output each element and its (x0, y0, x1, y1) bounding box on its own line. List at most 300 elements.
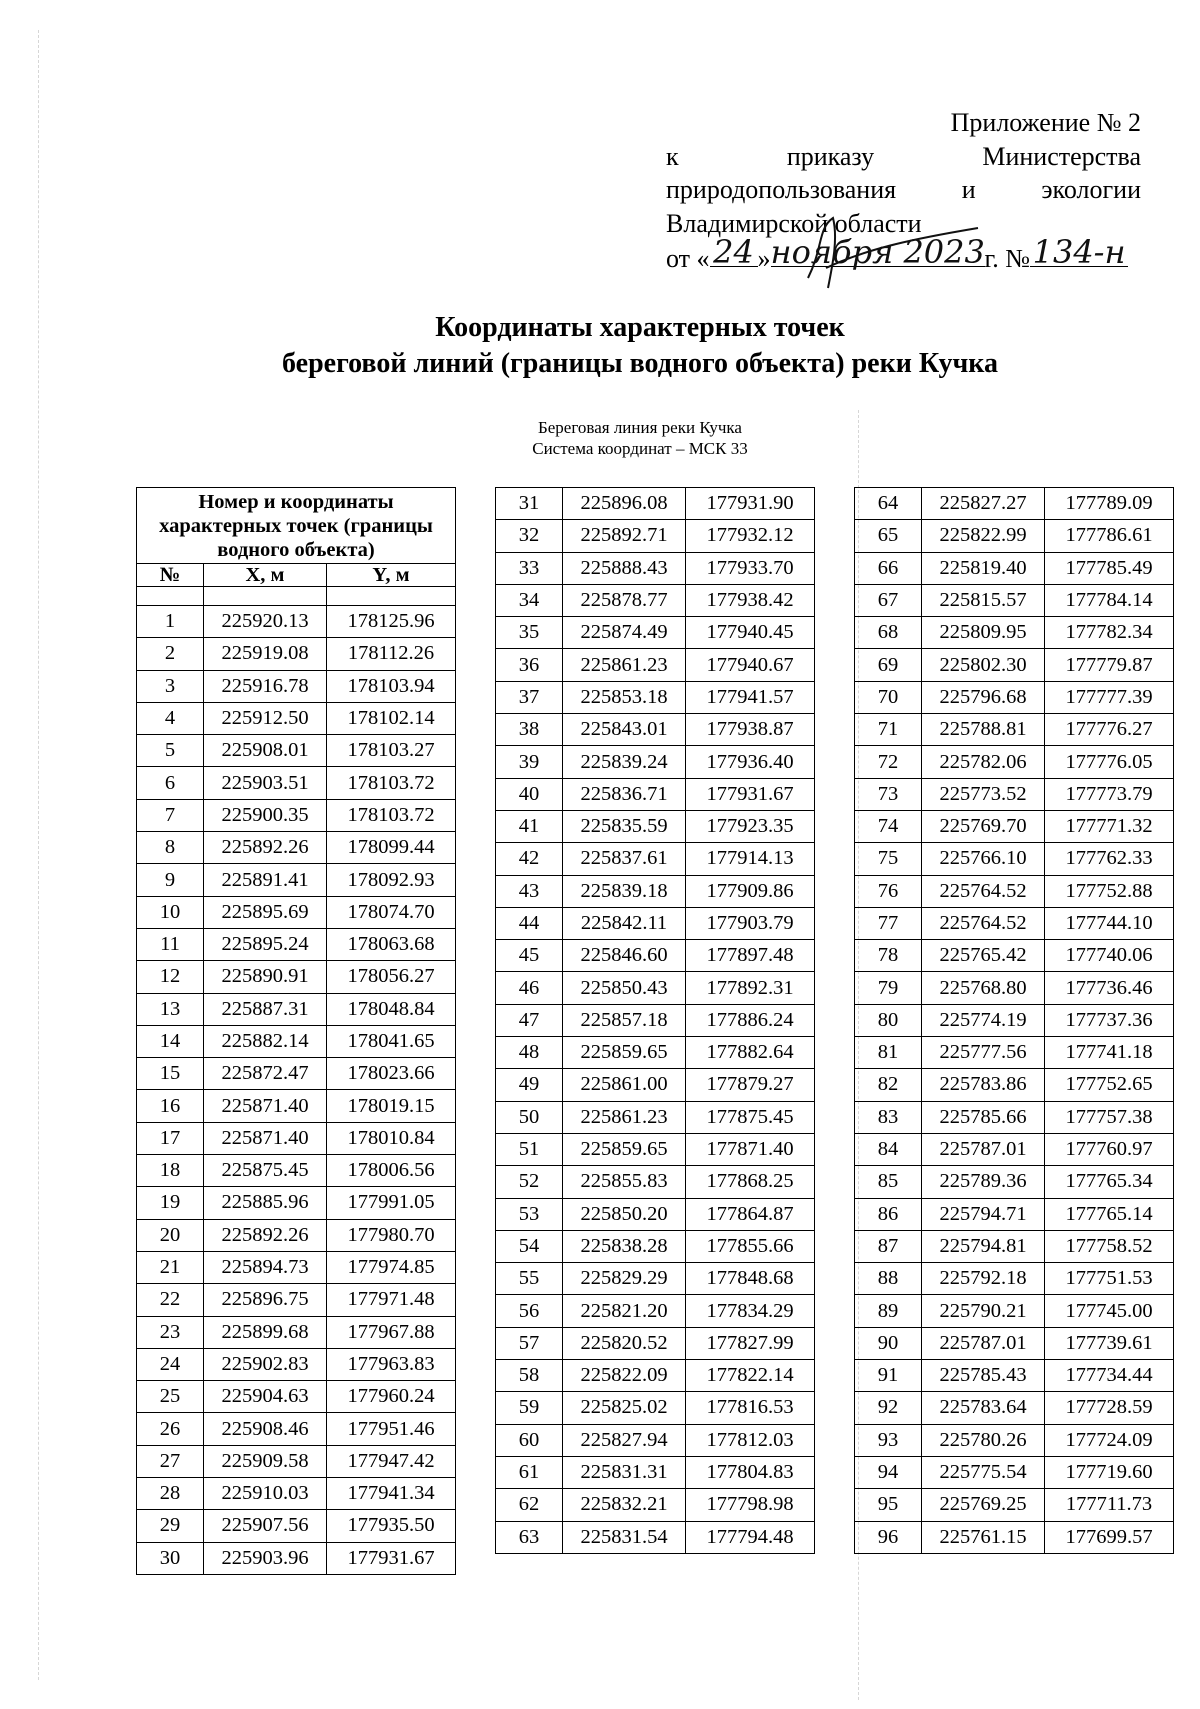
spacer-cell (204, 587, 327, 606)
y-coordinate-cell: 178103.94 (327, 670, 456, 702)
y-coordinate-cell: 177751.53 (1045, 1263, 1174, 1295)
y-coordinate-cell: 177711.73 (1045, 1489, 1174, 1521)
y-coordinate-cell: 177834.29 (686, 1295, 815, 1327)
table-row (137, 1510, 456, 1542)
point-number-cell: 35 (496, 617, 563, 649)
table-row (137, 767, 456, 799)
x-coordinate-cell: 225802.30 (922, 649, 1045, 681)
y-coordinate-cell: 178019.15 (327, 1090, 456, 1122)
subtitle-line-1: Береговая линия реки Кучка (538, 418, 742, 437)
x-coordinate-cell: 225871.40 (204, 1122, 327, 1154)
point-number-cell: 7 (137, 799, 204, 831)
point-number-cell: 92 (855, 1392, 922, 1424)
date-year-suffix: г. № (984, 244, 1031, 273)
table-row (855, 714, 1174, 746)
x-coordinate-cell: 225890.91 (204, 961, 327, 993)
y-coordinate-cell: 177741.18 (1045, 1037, 1174, 1069)
table-row (855, 843, 1174, 875)
table-row (137, 993, 456, 1025)
point-number-cell: 79 (855, 972, 922, 1004)
table-row (496, 649, 815, 681)
table-row (855, 1166, 1174, 1198)
table-row (137, 1187, 456, 1219)
y-coordinate-cell: 177789.09 (1045, 488, 1174, 520)
y-coordinate-cell: 177931.67 (686, 778, 815, 810)
coordinates-table-2 (495, 487, 815, 1554)
table-row (855, 810, 1174, 842)
table-row (496, 520, 815, 552)
table-row (855, 1392, 1174, 1424)
point-number-cell: 12 (137, 961, 204, 993)
date-day-field (710, 233, 758, 271)
point-number-cell: 15 (137, 1058, 204, 1090)
y-coordinate-cell: 177909.86 (686, 875, 815, 907)
table-row (496, 778, 815, 810)
table-row (137, 1348, 456, 1380)
y-coordinate-cell: 177816.53 (686, 1392, 815, 1424)
y-coordinate-cell: 178056.27 (327, 961, 456, 993)
table-row (137, 1542, 456, 1574)
point-number-cell: 25 (137, 1381, 204, 1413)
point-number-cell: 77 (855, 907, 922, 939)
x-coordinate-cell: 225909.58 (204, 1445, 327, 1477)
point-number-cell: 68 (855, 617, 922, 649)
point-number-cell: 62 (496, 1489, 563, 1521)
y-coordinate-cell: 177936.40 (686, 746, 815, 778)
x-coordinate-cell: 225789.36 (922, 1166, 1045, 1198)
y-coordinate-cell: 177804.83 (686, 1456, 815, 1488)
y-coordinate-cell: 177892.31 (686, 972, 815, 1004)
point-number-cell: 50 (496, 1101, 563, 1133)
annex-word: приказу (786, 141, 875, 171)
point-number-cell: 21 (137, 1251, 204, 1283)
y-coordinate-cell: 177923.35 (686, 810, 815, 842)
table-row (496, 1037, 815, 1069)
point-number-cell: 81 (855, 1037, 922, 1069)
point-number-cell: 65 (855, 520, 922, 552)
x-coordinate-cell: 225904.63 (204, 1381, 327, 1413)
table-row (137, 735, 456, 767)
table-row (855, 746, 1174, 778)
x-coordinate-cell: 225768.80 (922, 972, 1045, 1004)
point-number-cell: 70 (855, 681, 922, 713)
point-number-cell: 83 (855, 1101, 922, 1133)
table-row (137, 1284, 456, 1316)
document-title (0, 310, 1200, 382)
y-coordinate-cell: 177827.99 (686, 1327, 815, 1359)
y-coordinate-cell: 177951.46 (327, 1413, 456, 1445)
x-coordinate-cell: 225773.52 (922, 778, 1045, 810)
table-row (137, 1058, 456, 1090)
point-number-cell: 93 (855, 1424, 922, 1456)
x-coordinate-cell: 225882.14 (204, 1025, 327, 1057)
table-row (137, 606, 456, 638)
point-number-cell: 88 (855, 1263, 922, 1295)
point-number-cell: 96 (855, 1521, 922, 1553)
y-coordinate-cell: 177879.27 (686, 1069, 815, 1101)
point-number-cell: 58 (496, 1360, 563, 1392)
y-coordinate-cell: 177740.06 (1045, 940, 1174, 972)
y-coordinate-cell: 177776.05 (1045, 746, 1174, 778)
handwritten-order-number: 134-н (1032, 233, 1126, 271)
point-number-cell: 36 (496, 649, 563, 681)
title-line-1: Координаты характерных точек (435, 312, 845, 343)
y-coordinate-cell: 177785.49 (1045, 552, 1174, 584)
x-coordinate-cell: 225785.43 (922, 1360, 1045, 1392)
table-row (855, 1198, 1174, 1230)
table-row (496, 972, 815, 1004)
point-number-cell: 59 (496, 1392, 563, 1424)
table-row (496, 617, 815, 649)
point-number-cell: 71 (855, 714, 922, 746)
x-coordinate-cell: 225796.68 (922, 681, 1045, 713)
table-row (496, 1198, 815, 1230)
x-coordinate-cell: 225916.78 (204, 670, 327, 702)
point-number-cell: 23 (137, 1316, 204, 1348)
table-row (855, 1456, 1174, 1488)
y-coordinate-cell: 177971.48 (327, 1284, 456, 1316)
annex-line-order (666, 140, 1141, 174)
table-row (855, 1424, 1174, 1456)
x-coordinate-cell: 225829.29 (563, 1263, 686, 1295)
point-number-cell: 34 (496, 584, 563, 616)
point-number-cell: 42 (496, 843, 563, 875)
x-coordinate-cell: 225819.40 (922, 552, 1045, 584)
table-row (137, 638, 456, 670)
y-coordinate-cell: 177812.03 (686, 1424, 815, 1456)
x-coordinate-cell: 225887.31 (204, 993, 327, 1025)
y-coordinate-cell: 178048.84 (327, 993, 456, 1025)
x-coordinate-cell: 225839.18 (563, 875, 686, 907)
x-coordinate-cell: 225878.77 (563, 584, 686, 616)
y-coordinate-cell: 178099.44 (327, 832, 456, 864)
point-number-cell: 89 (855, 1295, 922, 1327)
x-coordinate-cell: 225765.42 (922, 940, 1045, 972)
table-row (137, 1025, 456, 1057)
point-number-cell: 54 (496, 1230, 563, 1262)
annex-line-ministry (666, 173, 1141, 207)
table-row (855, 875, 1174, 907)
table-row (855, 972, 1174, 1004)
x-coordinate-cell: 225821.20 (563, 1295, 686, 1327)
table-row (855, 1295, 1174, 1327)
y-coordinate-cell: 177868.25 (686, 1166, 815, 1198)
table-row (496, 907, 815, 939)
point-number-cell: 86 (855, 1198, 922, 1230)
x-coordinate-cell: 225782.06 (922, 746, 1045, 778)
x-coordinate-cell: 225896.08 (563, 488, 686, 520)
document-subtitle (0, 417, 1200, 459)
point-number-cell: 87 (855, 1230, 922, 1262)
table-row (496, 1004, 815, 1036)
y-coordinate-cell: 177882.64 (686, 1037, 815, 1069)
x-coordinate-cell: 225912.50 (204, 702, 327, 734)
point-number-cell: 63 (496, 1521, 563, 1553)
x-coordinate-cell: 225892.26 (204, 832, 327, 864)
point-number-cell: 13 (137, 993, 204, 1025)
x-coordinate-cell: 225792.18 (922, 1263, 1045, 1295)
annex-word: экологии (1041, 175, 1141, 204)
point-number-cell: 94 (855, 1456, 922, 1488)
table-row (855, 1037, 1174, 1069)
spacer-cell (327, 587, 456, 606)
column-header-number: № (137, 564, 204, 587)
y-coordinate-cell: 177745.00 (1045, 1295, 1174, 1327)
point-number-cell: 91 (855, 1360, 922, 1392)
x-coordinate-cell: 225769.25 (922, 1489, 1045, 1521)
x-coordinate-cell: 225794.71 (922, 1198, 1045, 1230)
table-row (496, 488, 815, 520)
x-coordinate-cell: 225850.43 (563, 972, 686, 1004)
table-row (496, 1521, 815, 1553)
y-coordinate-cell: 178102.14 (327, 702, 456, 734)
table-row (496, 875, 815, 907)
x-coordinate-cell: 225822.09 (563, 1360, 686, 1392)
x-coordinate-cell: 225783.64 (922, 1392, 1045, 1424)
point-number-cell: 74 (855, 810, 922, 842)
point-number-cell: 30 (137, 1542, 204, 1574)
x-coordinate-cell: 225874.49 (563, 617, 686, 649)
table-row (496, 1327, 815, 1359)
table-row (855, 617, 1174, 649)
point-number-cell: 45 (496, 940, 563, 972)
point-number-cell: 11 (137, 928, 204, 960)
x-coordinate-cell: 225764.52 (922, 875, 1045, 907)
table-row (496, 1101, 815, 1133)
y-coordinate-cell: 177776.27 (1045, 714, 1174, 746)
table-row (137, 1090, 456, 1122)
point-number-cell: 19 (137, 1187, 204, 1219)
x-coordinate-cell: 225872.47 (204, 1058, 327, 1090)
point-number-cell: 41 (496, 810, 563, 842)
y-coordinate-cell: 177758.52 (1045, 1230, 1174, 1262)
table-row (137, 832, 456, 864)
table-row (137, 1478, 456, 1510)
point-number-cell: 20 (137, 1219, 204, 1251)
y-coordinate-cell: 177798.98 (686, 1489, 815, 1521)
table-row (137, 1316, 456, 1348)
table-row (496, 1360, 815, 1392)
point-number-cell: 10 (137, 896, 204, 928)
table-row (137, 896, 456, 928)
y-coordinate-cell: 178103.72 (327, 799, 456, 831)
y-coordinate-cell: 177960.24 (327, 1381, 456, 1413)
point-number-cell: 84 (855, 1133, 922, 1165)
y-coordinate-cell: 177771.32 (1045, 810, 1174, 842)
x-coordinate-cell: 225857.18 (563, 1004, 686, 1036)
table-row (137, 1251, 456, 1283)
x-coordinate-cell: 225769.70 (922, 810, 1045, 842)
table-row (496, 746, 815, 778)
y-coordinate-cell: 177752.65 (1045, 1069, 1174, 1101)
y-coordinate-cell: 177980.70 (327, 1219, 456, 1251)
table-row (137, 928, 456, 960)
table-row (496, 1230, 815, 1262)
x-coordinate-cell: 225892.71 (563, 520, 686, 552)
x-coordinate-cell: 225896.75 (204, 1284, 327, 1316)
x-coordinate-cell: 225891.41 (204, 864, 327, 896)
y-coordinate-cell: 177773.79 (1045, 778, 1174, 810)
table-row (855, 778, 1174, 810)
y-coordinate-cell: 177940.67 (686, 649, 815, 681)
coordinates-table-3 (854, 487, 1174, 1554)
point-number-cell: 72 (855, 746, 922, 778)
x-coordinate-cell: 225871.40 (204, 1090, 327, 1122)
point-number-cell: 69 (855, 649, 922, 681)
point-number-cell: 8 (137, 832, 204, 864)
point-number-cell: 56 (496, 1295, 563, 1327)
y-coordinate-cell: 177967.88 (327, 1316, 456, 1348)
x-coordinate-cell: 225920.13 (204, 606, 327, 638)
point-number-cell: 1 (137, 606, 204, 638)
x-coordinate-cell: 225861.23 (563, 1101, 686, 1133)
table-row (855, 1004, 1174, 1036)
y-coordinate-cell: 177897.48 (686, 940, 815, 972)
point-number-cell: 3 (137, 670, 204, 702)
x-coordinate-cell: 225836.71 (563, 778, 686, 810)
table-row (855, 1360, 1174, 1392)
point-number-cell: 90 (855, 1327, 922, 1359)
table-row (496, 552, 815, 584)
table-row (855, 649, 1174, 681)
y-coordinate-cell: 178063.68 (327, 928, 456, 960)
x-coordinate-cell: 225831.54 (563, 1521, 686, 1553)
point-number-cell: 51 (496, 1133, 563, 1165)
x-coordinate-cell: 225766.10 (922, 843, 1045, 875)
y-coordinate-cell: 177933.70 (686, 552, 815, 584)
y-coordinate-cell: 177765.34 (1045, 1166, 1174, 1198)
point-number-cell: 66 (855, 552, 922, 584)
order-number-field (1030, 233, 1128, 271)
scan-edge-line (38, 30, 39, 1680)
signature-mark (778, 208, 998, 298)
x-coordinate-cell: 225827.94 (563, 1424, 686, 1456)
point-number-cell: 32 (496, 520, 563, 552)
point-number-cell: 82 (855, 1069, 922, 1101)
x-coordinate-cell: 225827.27 (922, 488, 1045, 520)
table-row (496, 843, 815, 875)
x-coordinate-cell: 225825.02 (563, 1392, 686, 1424)
table-row (855, 940, 1174, 972)
table-row (496, 1424, 815, 1456)
point-number-cell: 40 (496, 778, 563, 810)
table-row (137, 1381, 456, 1413)
point-number-cell: 55 (496, 1263, 563, 1295)
y-coordinate-cell: 178010.84 (327, 1122, 456, 1154)
point-number-cell: 80 (855, 1004, 922, 1036)
x-coordinate-cell: 225839.24 (563, 746, 686, 778)
y-coordinate-cell: 177886.24 (686, 1004, 815, 1036)
column-header-y: Y, м (327, 564, 456, 587)
point-number-cell: 43 (496, 875, 563, 907)
y-coordinate-cell: 177752.88 (1045, 875, 1174, 907)
date-quote: » (757, 244, 771, 273)
y-coordinate-cell: 178074.70 (327, 896, 456, 928)
point-number-cell: 53 (496, 1198, 563, 1230)
table-row (496, 1392, 815, 1424)
point-number-cell: 29 (137, 1510, 204, 1542)
x-coordinate-cell: 225787.01 (922, 1327, 1045, 1359)
table-row (496, 714, 815, 746)
point-number-cell: 95 (855, 1489, 922, 1521)
table-row (137, 864, 456, 896)
y-coordinate-cell: 178125.96 (327, 606, 456, 638)
y-coordinate-cell: 177903.79 (686, 907, 815, 939)
point-number-cell: 48 (496, 1037, 563, 1069)
x-coordinate-cell: 225785.66 (922, 1101, 1045, 1133)
x-coordinate-cell: 225892.26 (204, 1219, 327, 1251)
x-coordinate-cell: 225850.20 (563, 1198, 686, 1230)
y-coordinate-cell: 178112.26 (327, 638, 456, 670)
y-coordinate-cell: 177864.87 (686, 1198, 815, 1230)
x-coordinate-cell: 225783.86 (922, 1069, 1045, 1101)
x-coordinate-cell: 225777.56 (922, 1037, 1045, 1069)
x-coordinate-cell: 225895.24 (204, 928, 327, 960)
y-coordinate-cell: 178103.27 (327, 735, 456, 767)
x-coordinate-cell: 225919.08 (204, 638, 327, 670)
point-number-cell: 37 (496, 681, 563, 713)
table-row (137, 1219, 456, 1251)
point-number-cell: 75 (855, 843, 922, 875)
x-coordinate-cell: 225910.03 (204, 1478, 327, 1510)
x-coordinate-cell: 225794.81 (922, 1230, 1045, 1262)
x-coordinate-cell: 225842.11 (563, 907, 686, 939)
point-number-cell: 38 (496, 714, 563, 746)
y-coordinate-cell: 177974.85 (327, 1251, 456, 1283)
table-row (855, 552, 1174, 584)
x-coordinate-cell: 225846.60 (563, 940, 686, 972)
y-coordinate-cell: 177935.50 (327, 1510, 456, 1542)
table-row (496, 584, 815, 616)
x-coordinate-cell: 225832.21 (563, 1489, 686, 1521)
annex-word: Министерства (982, 141, 1142, 171)
x-coordinate-cell: 225837.61 (563, 843, 686, 875)
x-coordinate-cell: 225809.95 (922, 617, 1045, 649)
table-row (496, 1295, 815, 1327)
y-coordinate-cell: 177760.97 (1045, 1133, 1174, 1165)
annex-word: к (666, 141, 679, 171)
x-coordinate-cell: 225780.26 (922, 1424, 1045, 1456)
x-coordinate-cell: 225764.52 (922, 907, 1045, 939)
date-prefix: от « (666, 244, 710, 273)
y-coordinate-cell: 177734.44 (1045, 1360, 1174, 1392)
y-coordinate-cell: 177786.61 (1045, 520, 1174, 552)
y-coordinate-cell: 177777.39 (1045, 681, 1174, 713)
y-coordinate-cell: 177699.57 (1045, 1521, 1174, 1553)
point-number-cell: 22 (137, 1284, 204, 1316)
table-row (496, 1489, 815, 1521)
y-coordinate-cell: 177737.36 (1045, 1004, 1174, 1036)
y-coordinate-cell: 177855.66 (686, 1230, 815, 1262)
x-coordinate-cell: 225907.56 (204, 1510, 327, 1542)
x-coordinate-cell: 225859.65 (563, 1037, 686, 1069)
table-row (137, 1155, 456, 1187)
x-coordinate-cell: 225831.31 (563, 1456, 686, 1488)
y-coordinate-cell: 178023.66 (327, 1058, 456, 1090)
x-coordinate-cell: 225787.01 (922, 1133, 1045, 1165)
x-coordinate-cell: 225761.15 (922, 1521, 1045, 1553)
x-coordinate-cell: 225855.83 (563, 1166, 686, 1198)
x-coordinate-cell: 225903.96 (204, 1542, 327, 1574)
point-number-cell: 73 (855, 778, 922, 810)
table-row (496, 681, 815, 713)
y-coordinate-cell: 177794.48 (686, 1521, 815, 1553)
y-coordinate-cell: 177744.10 (1045, 907, 1174, 939)
y-coordinate-cell: 177784.14 (1045, 584, 1174, 616)
table-row (137, 1122, 456, 1154)
x-coordinate-cell: 225835.59 (563, 810, 686, 842)
point-number-cell: 33 (496, 552, 563, 584)
